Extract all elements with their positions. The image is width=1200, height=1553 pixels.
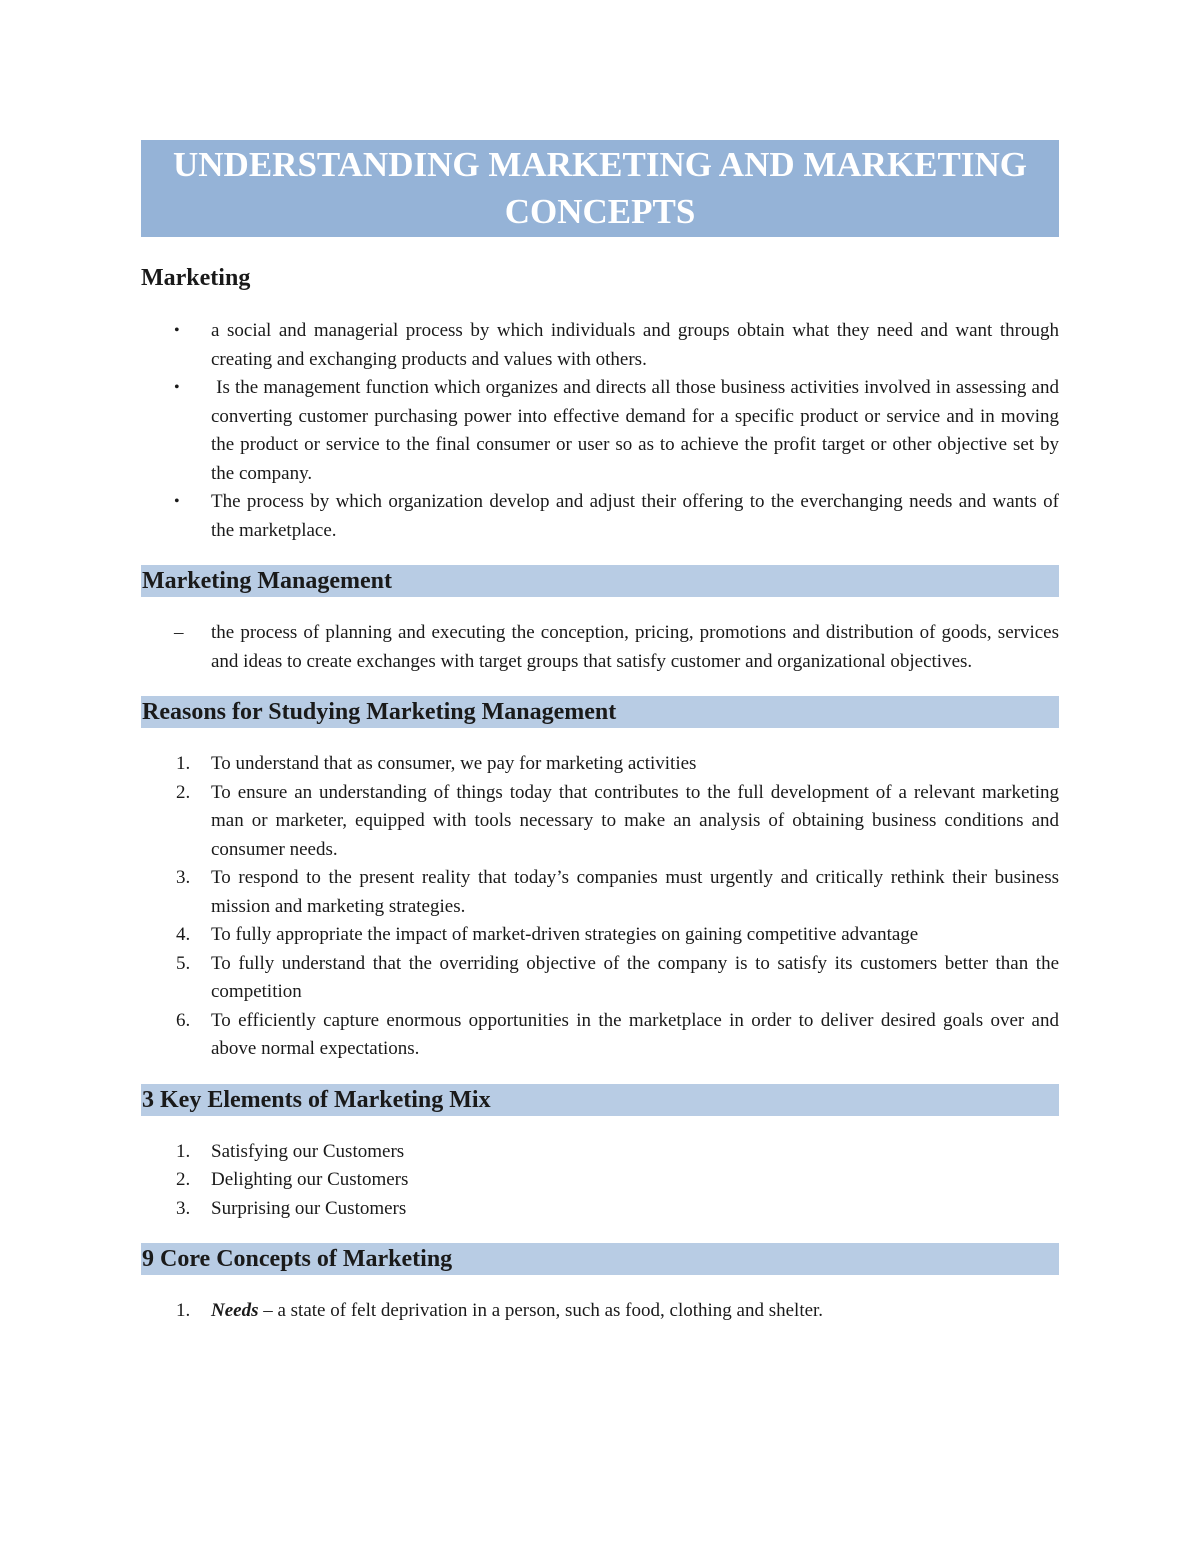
list-item [141, 921, 1059, 950]
list-item-text: To understand that as consumer, we pay for marketing activities [211, 753, 697, 774]
dash-icon: – [174, 622, 184, 643]
list-item-text: a social and managerial process by which individuals and groups obtain what they need and want through creating and exchanging products and values with others. [211, 320, 1059, 370]
list-item [141, 317, 1059, 374]
list-number: 2. [176, 781, 191, 803]
list-item [141, 779, 1059, 865]
concept-term: Needs [211, 1300, 259, 1321]
list-item [141, 619, 1059, 676]
list-number: 5. [176, 952, 191, 974]
list-item [141, 1195, 1059, 1224]
list-item-text: To respond to the present reality that today’s companies must urgently and critically rethink their business mission and marketing strategies. [211, 867, 1059, 917]
list-item-text: To ensure an understanding of things today that contributes to the full development of a relevant marketing man or marketer, equipped with tools necessary to make an analysis of obtaining business conditions and consumer needs. [211, 781, 1059, 860]
list-number: 3. [176, 1197, 191, 1219]
list-item [141, 864, 1059, 921]
document-title: UNDERSTANDING MARKETING AND MARKETING CONCEPTS [141, 140, 1059, 237]
concept-definition: – a state of felt deprivation in a person, such as food, clothing and shelter. [258, 1300, 824, 1321]
marketing-bullet-list [141, 317, 1064, 545]
list-item [141, 950, 1059, 1007]
list-item [141, 374, 1064, 488]
key-elements-numbered-list [141, 1138, 1059, 1224]
list-item-text: Surprising our Customers [211, 1197, 407, 1219]
list-item-text: To fully appropriate the impact of market-driven strategies on gaining competitive advantage [211, 924, 919, 945]
section-heading-marketing: Marketing [141, 265, 251, 291]
bullet-icon: • [174, 379, 180, 396]
list-item-text: Delighting our Customers [211, 1169, 409, 1190]
list-item-text: To efficiently capture enormous opportunities in the marketplace in order to deliver desired goals over and above normal expectations. [211, 1009, 1059, 1059]
list-number: 3. [176, 867, 191, 888]
section-heading-core-concepts: 9 Core Concepts of Marketing [141, 1243, 1059, 1275]
list-number: 1. [176, 753, 191, 774]
list-item [141, 1297, 1059, 1326]
list-item [141, 1138, 1059, 1167]
document-page [141, 140, 1064, 1326]
section-heading-key-elements: 3 Key Elements of Marketing Mix [141, 1084, 1059, 1116]
list-item [141, 1166, 1059, 1195]
list-number: 1. [176, 1300, 191, 1321]
list-number: 2. [176, 1169, 191, 1190]
bullet-icon: • [174, 493, 180, 510]
list-item-text: Is the management function which organizes and directs all those business activities involved in assessing and converting customer purchasing power into effective demand for a specific product or service and in moving the product or service to the final consumer or user so as to achieve the profit target or other objective set by the company. [211, 377, 1064, 484]
list-number: 1. [176, 1140, 191, 1162]
list-item [141, 488, 1059, 545]
list-item [141, 1007, 1059, 1064]
list-item-text: The process by which organization develop and adjust their offering to the everchanging needs and wants of the marketplace. [211, 491, 1059, 541]
list-item-text: the process of planning and executing the conception, pricing, promotions and distribution of goods, services and ideas to create exchanges with target groups that satisfy customer and organizational objectives. [211, 622, 1059, 672]
list-number: 4. [176, 924, 191, 945]
list-item-text: Satisfying our Customers [211, 1140, 405, 1162]
section-heading-marketing-management: Marketing Management [141, 565, 1059, 597]
bullet-icon: • [174, 322, 180, 339]
list-item-text: To fully understand that the overriding objective of the company is to satisfy its customers better than the competition [211, 952, 1059, 1002]
reasons-numbered-list [141, 750, 1059, 1064]
list-number: 6. [176, 1009, 191, 1031]
list-item [141, 750, 1059, 779]
section-heading-reasons: Reasons for Studying Marketing Management [141, 696, 1059, 728]
core-concepts-numbered-list [141, 1297, 1059, 1326]
marketing-management-list [141, 619, 1059, 676]
